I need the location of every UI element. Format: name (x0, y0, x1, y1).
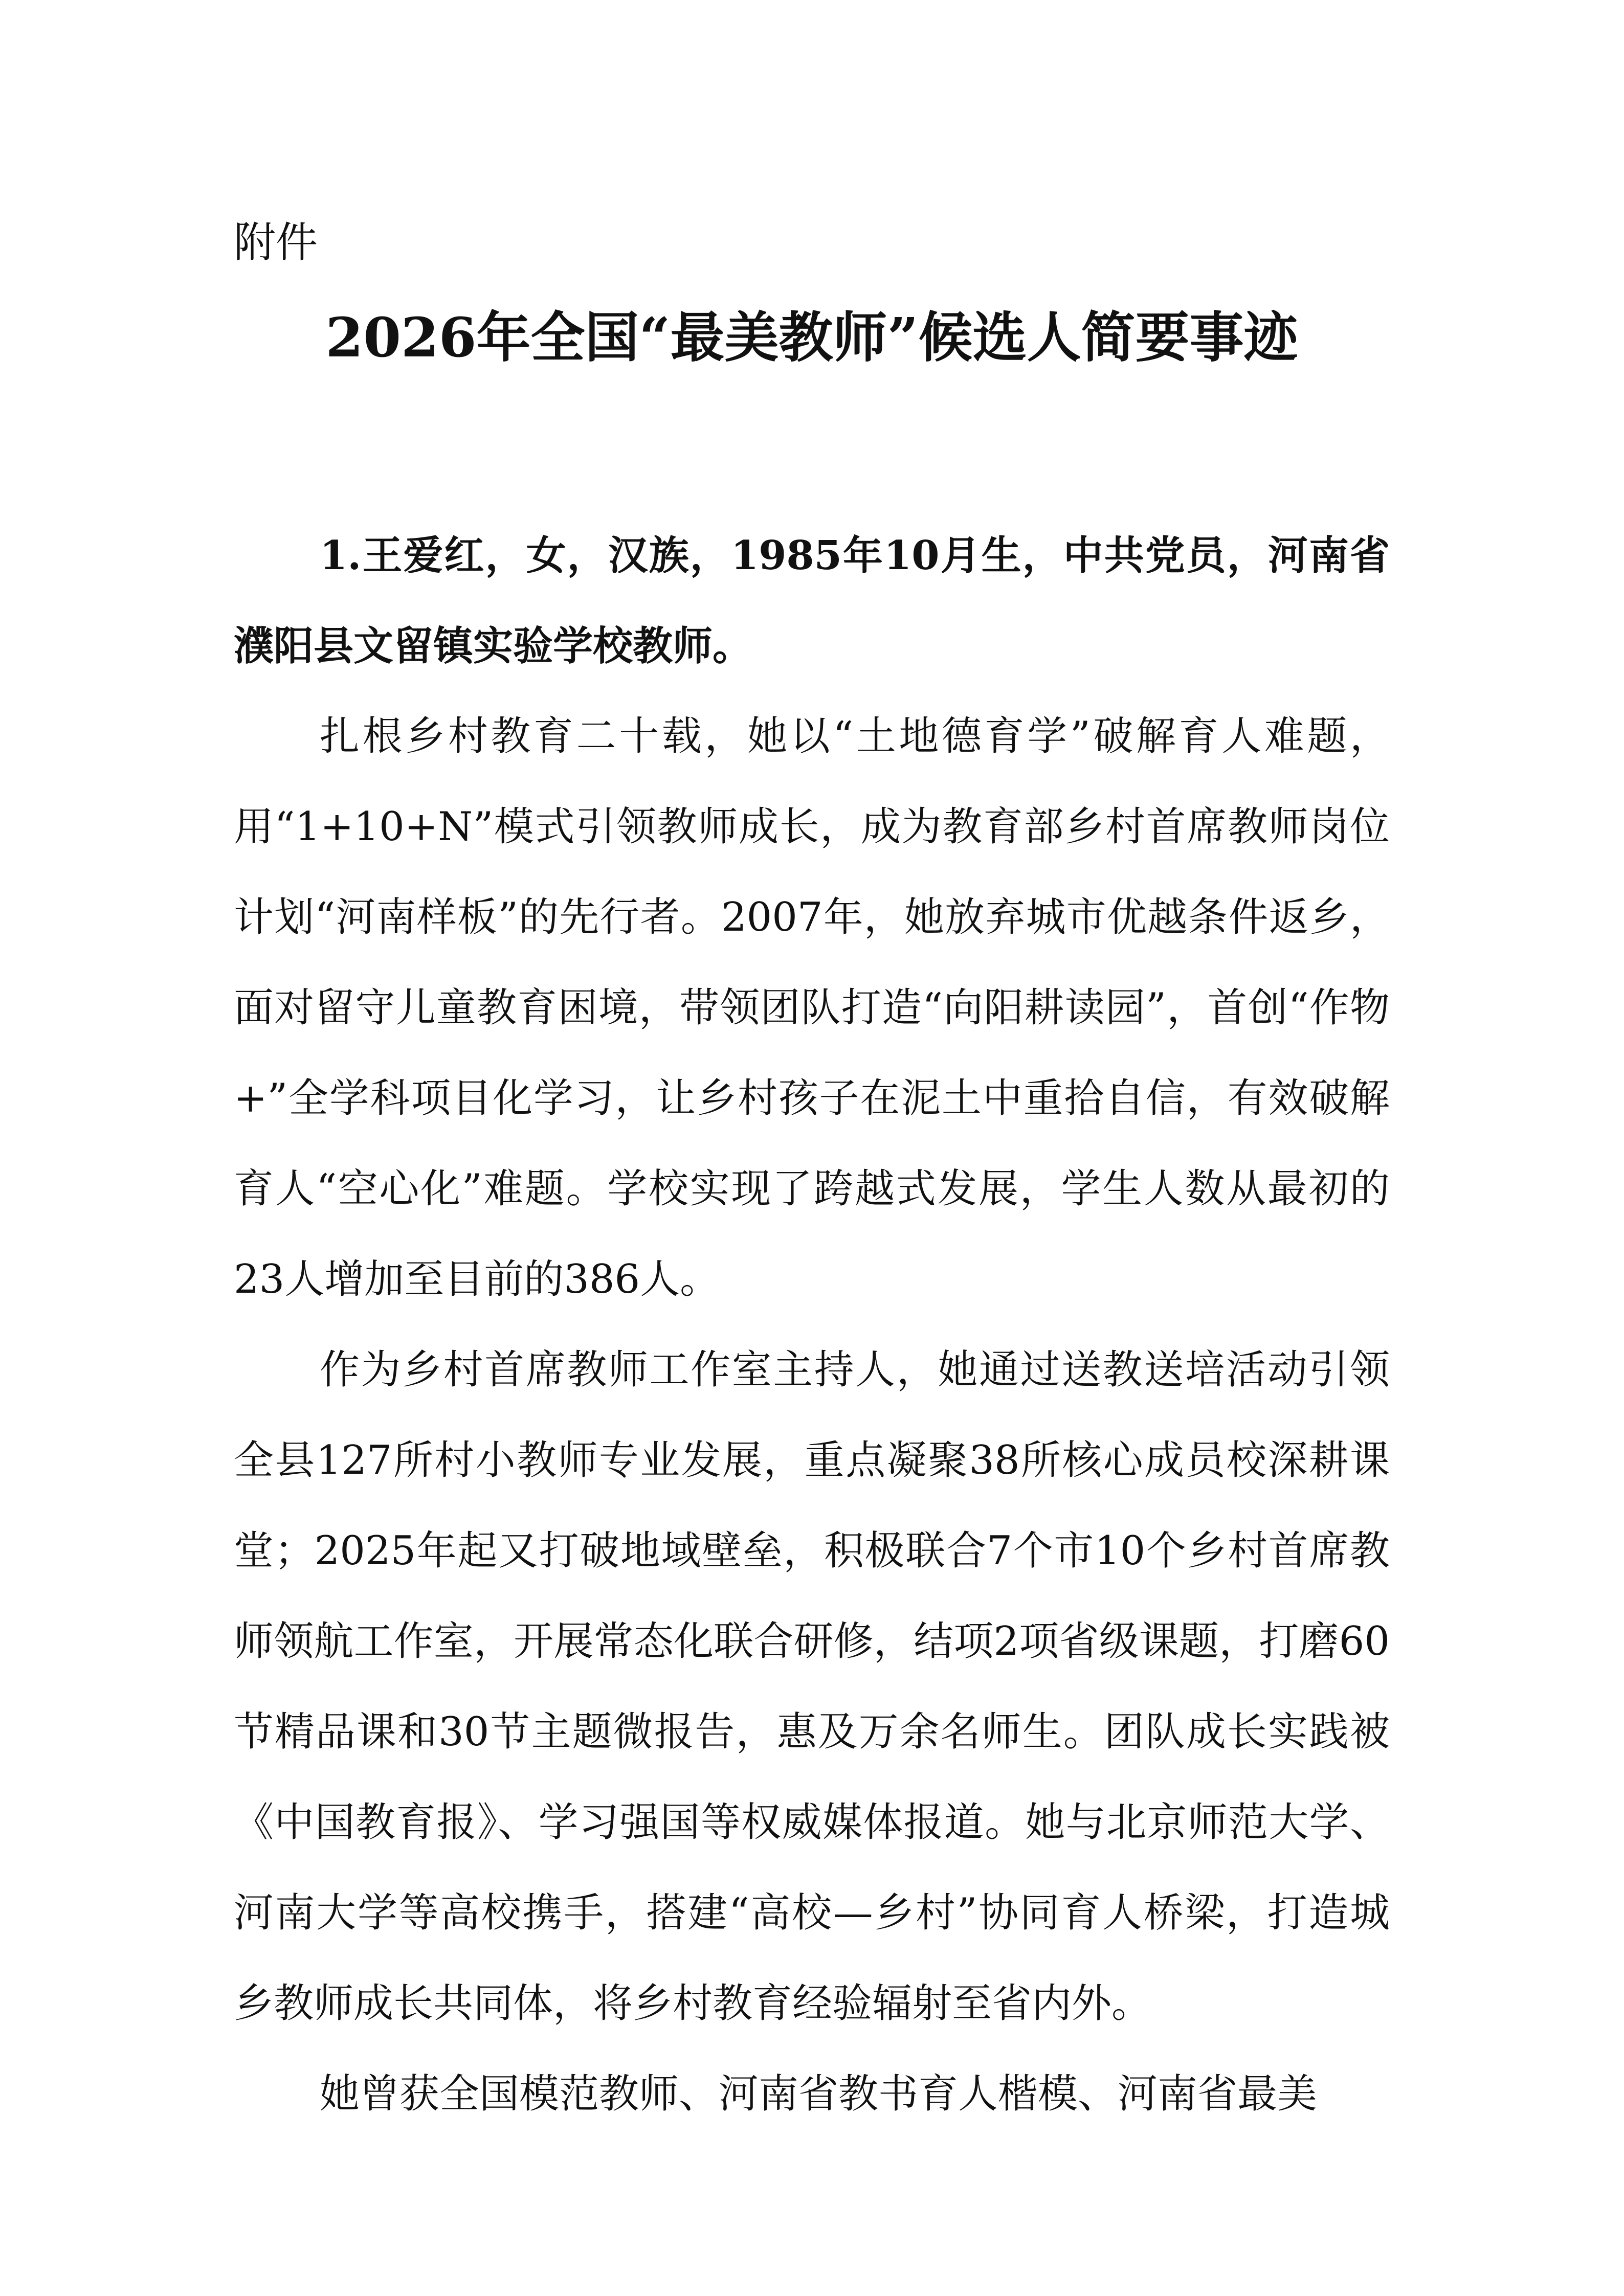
body-paragraph-3: 她曾获全国模范教师、河南省教书育人楷模、河南省最美 (320, 2071, 1318, 2117)
body-paragraph-2: 作为乡村首席教师工作室主持人，她通过送教送培活动引领全县127所村小教师专业发展，重点凝聚38所核心成员校深耕课堂；2025年起又打破地域壁垒，积极联合7个市10个乡村首席教师领航工作室，开展常态化联合研修，结项2项省级课题，打磨60节精品课和30节主题微报告，惠及万余名师生。团队成长实践被《中国教育报》、学习强国等权威媒体报道。她与北京师范大学、河南大学等高校携手，搭建“高校—乡村”协同育人桥梁，打造城乡教师成长共同体，将乡村教育经验辐射至省内外。 (234, 1347, 1390, 2027)
body-paragraph-1: 扎根乡村教育二十载，她以“土地德育学”破解育人难题，用“1+10+N”模式引领教师成长，成为教育部乡村首席教师岗位计划“河南样板”的先行者。2007年，她放弃城市优越条件返乡，面对留守儿童教育困境，带领团队打造“向阳耕读园”，首创“作物+”全学科项目化学习，让乡村孩子在泥土中重拾自信，有效破解育人“空心化”难题。学校实现了跨越式发展，学生人数从最初的23人增加至目前的386人。 (234, 713, 1390, 1302)
attachment-label: 附件 (234, 218, 318, 267)
candidate-heading: 1.王爱红，女，汉族，1985年10月生，中共党员，河南省濮阳县文留镇实验学校教师。 (234, 532, 1390, 669)
document-body (234, 510, 1390, 2140)
document-title: 2026年全国“最美教师”候选人简要事迹 (325, 305, 1298, 369)
